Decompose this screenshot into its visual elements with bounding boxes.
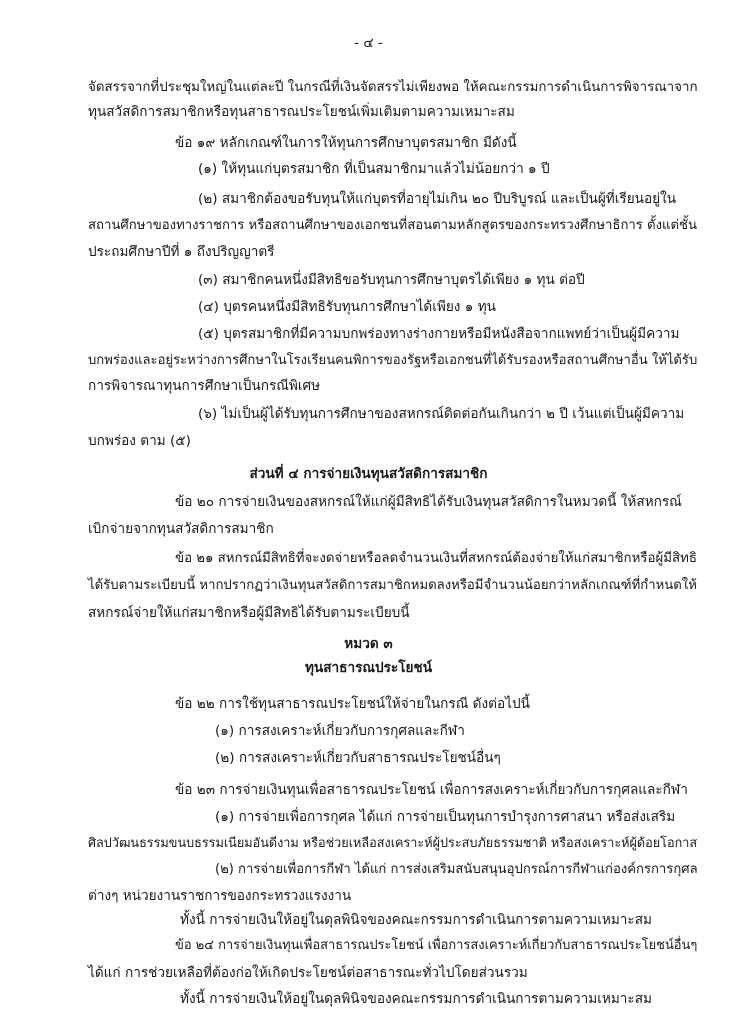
paragraph-line: ได้แก่ การช่วยเหลือที่ต้องก่อให้เกิดประโยชน์ต่อสาธารณะทั่วไปโดยส่วนรวม: [88, 964, 528, 981]
paragraph-line: บกพร่อง ตาม (๕): [88, 433, 191, 450]
paragraph-line: บกพร่องและอยู่ระหว่างการศึกษาในโรงเรียนคนพิการของรัฐหรือเอกชนที่ได้รับรองหรือสถานศึกษาอื่น ให้ได้รับ: [88, 352, 698, 368]
paragraph-line: ประถมศึกษาปีที่ ๑ ถึงปริญญาตรี: [88, 244, 275, 261]
paragraph-line: ศิลปวัฒนธรรมขนบธรรมเนียมอันดีงาม หรือช่วยเหลือสงเคราะห์ผู้ประสบภัยธรรมชาติ หรือสงเคราะห์ผู้ด้อยโอกาส: [88, 834, 698, 850]
closing-line: ทั้งนี้ การจ่ายเงินให้อยู่ในดุลพินิจของคณะกรรมการดำเนินการตามความเหมาะสม: [180, 991, 652, 1008]
paragraph-line: จัดสรรจากที่ประชุมใหญ่ในแต่ละปี ในกรณีที่เงินจัดสรรไม่เพียงพอ ให้คณะกรรมการดำเนินการพิจารณาจาก: [88, 79, 698, 95]
list-item: (๒) สมาชิกต้องขอรับทุนให้แก่บุตรที่อายุไม่เกิน ๒๐ ปีบริบูรณ์ และเป็นผู้ที่เรียนอยู่ใน: [198, 191, 677, 208]
paragraph-line: เบิกจ่ายจากทุนสวัสดิการสมาชิก: [88, 521, 274, 538]
article-24: ข้อ ๒๔ การจ่ายเงินทุนเพื่อสาธารณประโยชน์ เพื่อการสงเคราะห์เกี่ยวกับสาธารณประโยชน์อื่นๆ: [175, 937, 698, 953]
list-item: (๖) ไม่เป็นผู้ได้รับทุนการศึกษาของสหกรณ์ติดต่อกันเกินกว่า ๒ ปี เว้นแต่เป็นผู้มีความ: [198, 406, 685, 423]
article-19-heading: ข้อ ๑๙ หลักเกณฑ์ในการให้ทุนการศึกษาบุตรสมาชิก มีดังนี้: [175, 134, 517, 151]
list-item: (๑) ให้ทุนแก่บุตรสมาชิก ที่เป็นสมาชิกมาแล้วไม่น้อยกว่า ๑ ปี: [198, 161, 550, 178]
list-item: (๒) การสงเคราะห์เกี่ยวกับสาธารณประโยชน์อื่นๆ: [215, 750, 501, 767]
page-number: - ๔ -: [354, 35, 383, 52]
list-item: (๔) บุตรคนหนึ่งมีสิทธิรับทุนการศึกษาได้เพียง ๑ ทุน: [198, 298, 496, 315]
list-item: (๒) การจ่ายเพื่อการกีฬา ได้แก่ การส่งเสริมสนับสนุนอุปกรณ์การกีฬาแก่องค์กรการกุศล: [215, 861, 698, 877]
list-item: (๓) สมาชิกคนหนึ่งมีสิทธิขอรับทุนการศึกษาบุตรได้เพียง ๑ ทุน ต่อปี: [198, 271, 585, 288]
article-23-heading: ข้อ ๒๓ การจ่ายเงินทุนเพื่อสาธารณประโยชน์ เพื่อการสงเคราะห์เกี่ยวกับการกุศลและกีฬา: [175, 781, 688, 798]
chapter-subtitle: ทุนสาธารณประโยชน์: [304, 660, 433, 677]
paragraph-line: การพิจารณาทุนการศึกษาเป็นกรณีพิเศษ: [88, 378, 321, 395]
paragraph-line: ต่างๆ หน่วยงานราชการของกระทรวงแรงงาน: [88, 887, 352, 904]
paragraph-line: ทุนสวัสดิการสมาชิกหรือทุนสาธารณประโยชน์เพิ่มเติมตามความเหมาะสม: [88, 104, 515, 120]
paragraph-line: สหกรณ์จ่ายให้แก่สมาชิกหรือผู้มีสิทธิได้รับตามระเบียบนี้: [88, 604, 410, 621]
list-item: (๑) การสงเคราะห์เกี่ยวกับการกุศลและกีฬา: [215, 723, 465, 740]
article-22-heading: ข้อ ๒๒ การใช้ทุนสาธารณประโยชน์ให้จ่ายในกรณี ดังต่อไปนี้: [175, 695, 530, 712]
list-item: (๕) บุตรสมาชิกที่มีความบกพร่องทางร่างกายหรือมีหนังสือจากแพทย์ว่าเป็นผู้มีความ: [198, 325, 680, 342]
chapter-title: หมวด ๓: [344, 636, 393, 653]
article-21: ข้อ ๒๑ สหกรณ์มีสิทธิที่จะงดจ่ายหรือลดจำนวนเงินที่สหกรณ์ต้องจ่ายให้แก่สมาชิกหรือผู้มีสิทธิ: [175, 550, 697, 566]
article-20: ข้อ ๒๐ การจ่ายเงินของสหกรณ์ให้แก่ผู้มีสิทธิได้รับเงินทุนสวัสดิการในหมวดนี้ ให้สหกรณ์: [175, 494, 682, 511]
closing-line: ทั้งนี้ การจ่ายเงินให้อยู่ในดุลพินิจของคณะกรรมการดำเนินการตามความเหมาะสม: [180, 911, 652, 928]
paragraph-line: สถานศึกษาของทางราชการ หรือสถานศึกษาของเอกชนที่สอนตามหลักสูตรของกระทรวงศึกษาธิการ ตั้งแต่ชั้น: [88, 218, 697, 234]
paragraph-line: ได้รับตามระเบียบนี้ หากปรากฏว่าเงินทุนสวัสดิการสมาชิกหมดลงหรือมีจำนวนน้อยกว่าหลักเกณฑ์ที่กำหนดให้: [88, 577, 697, 593]
list-item: (๑) การจ่ายเพื่อการกุศล ได้แก่ การจ่ายเป็นทุนการบำรุงการศาสนา หรือส่งเสริม: [215, 808, 676, 825]
section-title: ส่วนที่ ๔ การจ่ายเงินทุนสวัสดิการสมาชิก: [249, 465, 488, 482]
